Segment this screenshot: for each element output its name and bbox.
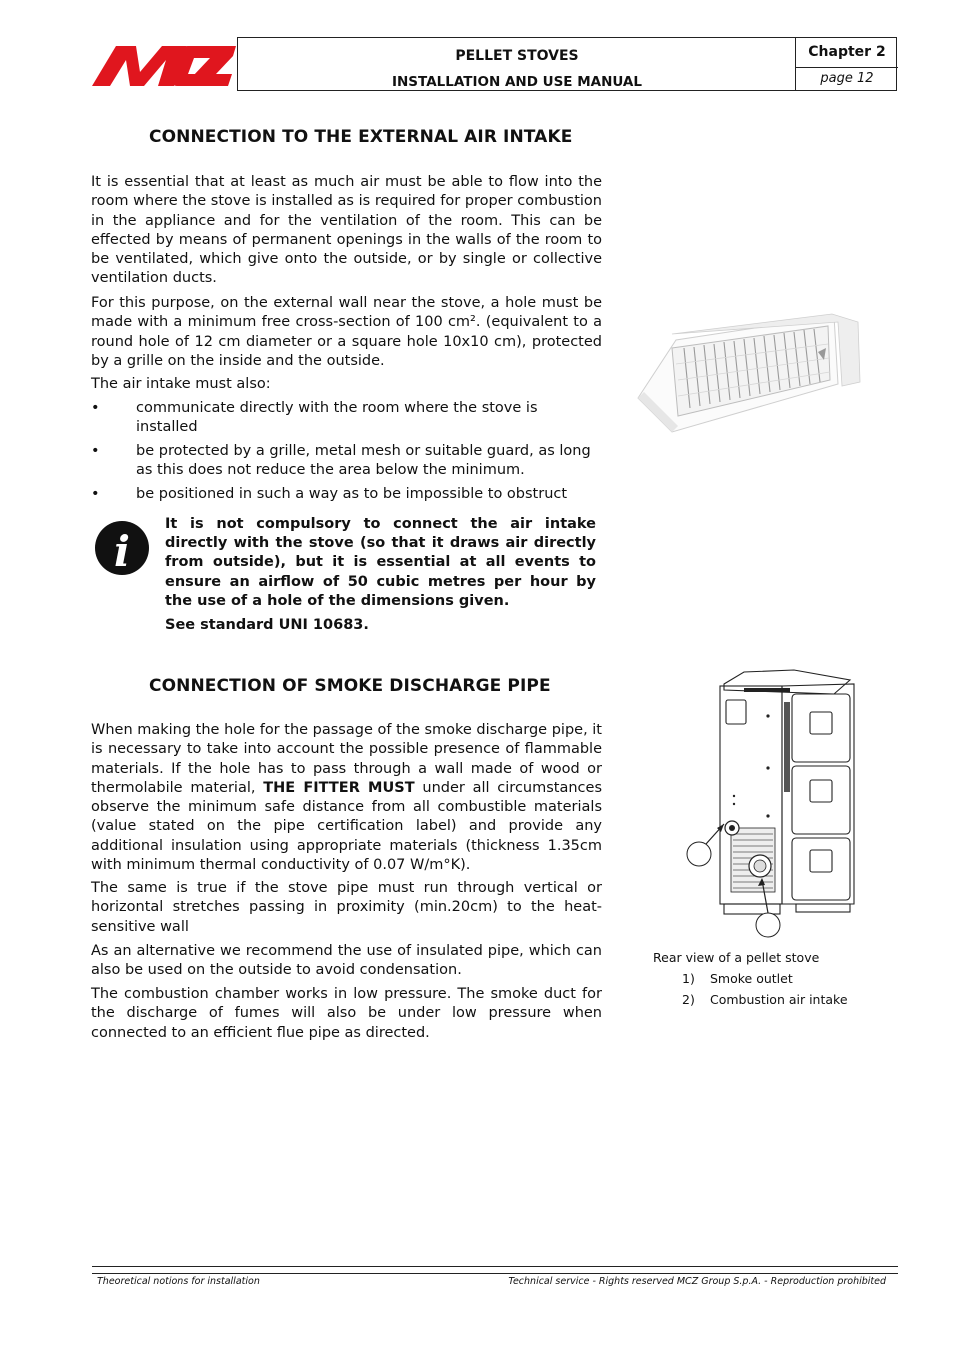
- mcz-logo: [92, 44, 236, 86]
- legend-label: Combustion air intake: [710, 992, 848, 1007]
- bullet-icon: •: [91, 443, 100, 460]
- paragraph: [91, 721, 602, 875]
- list-item-text: be protected by a grille, metal mesh or suitable guard, as long as this does not reduce the area below the minimum.: [136, 443, 591, 479]
- figure-legend: [682, 968, 848, 1010]
- footer-rule: [92, 1266, 898, 1274]
- section-heading-air-intake: CONNECTION TO THE EXTERNAL AIR INTAKE: [149, 127, 573, 147]
- legend-item: [682, 968, 848, 989]
- stove-rear-view-illustration: [684, 668, 860, 942]
- paragraph: The air intake must also:: [91, 376, 271, 392]
- chapter-label: Chapter 2: [796, 38, 898, 68]
- page-number: page 12: [820, 71, 874, 86]
- header-subtitle: INSTALLATION AND USE MANUAL: [391, 74, 642, 90]
- info-glyph: i: [114, 527, 130, 576]
- info-note-reference: See standard UNI 10683.: [165, 617, 369, 633]
- legend-item: [682, 989, 848, 1010]
- list-item-text: communicate directly with the room where the stove is installed: [136, 400, 538, 436]
- footer-right: Technical service - Rights reserved MCZ Group S.p.A. - Reproduction prohibited: [508, 1276, 886, 1287]
- paragraph-text: under all circumstances observe the minimum safe distance from all combustible materials (value stated on the pipe certification label) and provide any additional insulation using appropriate materials (thickness 1.35cm with minimum thermal conductivity of 0.07 W/m°K).: [91, 779, 602, 874]
- info-icon: [94, 520, 150, 576]
- list-item: [91, 442, 602, 481]
- header-title: PELLET STOVES: [455, 48, 579, 64]
- bullet-icon: •: [91, 486, 100, 503]
- legend-label: Smoke outlet: [710, 971, 793, 986]
- info-note: It is not compulsory to connect the air intake directly with the stove (so that it draws air directly from outside), but it is essential at all events to ensure an airflow of 50 cubic metres per hour by the use of a hole of the dimensions given.: [165, 516, 596, 609]
- paragraph-text: When making the hole for the passage of the smoke discharge pipe, it is necessary to take into account the possible presence of flammable materials. If the hole has to pass through a wall made of wood or thermolabile material,: [91, 722, 602, 796]
- emphasis-text: THE FITTER MUST: [263, 779, 415, 796]
- paragraph: As an alternative we recommend the use of insulated pipe, which can also be used on the outside to avoid condensation.: [91, 943, 602, 979]
- paragraph: It is essential that at least as much air must be able to flow into the room where the stove is installed as is required for proper combustion in the appliance and for the ventilation of the room. This can be effected by means of permanent openings in the walls of the room to be ventilated, which give onto the outside, or by single or collective ventilation ducts.: [91, 174, 602, 287]
- figure-caption: Rear view of a pellet stove: [653, 950, 820, 965]
- paragraph: The same is true if the stove pipe must run through vertical or horizontal stretches passing in proximity (min.20cm) to the heat-sensitive wall: [91, 880, 602, 935]
- header-box: [237, 37, 897, 91]
- bullet-icon: •: [91, 400, 100, 416]
- legend-number: 2): [682, 992, 695, 1007]
- paragraph: The combustion chamber works in low pressure. The smoke duct for the discharge of fumes will also be under low pressure when connected to an efficient flue pipe as directed.: [91, 986, 602, 1041]
- legend-number: 1): [682, 971, 695, 986]
- list-item-text: be positioned in such a way as to be impossible to obstruct: [136, 486, 568, 503]
- footer-left: Theoretical notions for installation: [97, 1276, 260, 1287]
- paragraph: For this purpose, on the external wall near the stove, a hole must be made with a minimum free cross-section of 100 cm². (equivalent to a round hole of 12 cm diameter or a square hole 10x10 cm), protected by a grille on the inside and the outside.: [91, 295, 602, 369]
- bullet-list: [91, 399, 602, 509]
- list-item: [91, 399, 602, 438]
- section-heading-smoke-pipe: CONNECTION OF SMOKE DISCHARGE PIPE: [149, 676, 551, 696]
- list-item: [91, 485, 602, 504]
- air-grille-illustration: [632, 312, 864, 436]
